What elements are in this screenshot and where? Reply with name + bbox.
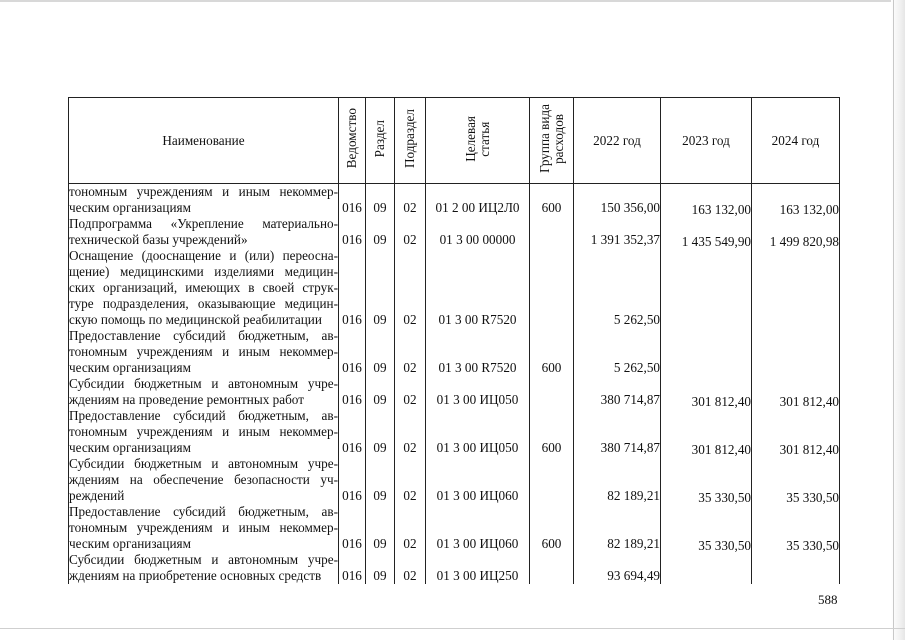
row-name-line: Оснащение (дооснащение и (или) переосна- — [69, 248, 338, 263]
row-value-2024: 35 330,50 — [752, 504, 840, 552]
row-name-line: тономным учреждениям и иным некоммер- — [69, 344, 338, 359]
row-name-line: ждениям на обеспечение безопасности уч- — [69, 472, 338, 487]
row-target-item: 01 3 00 ИЦ060 — [426, 456, 530, 504]
row-ministry: 016 — [339, 552, 366, 584]
row-value-2024 — [752, 552, 840, 584]
row-expense-group — [530, 456, 574, 504]
header-2022: 2022 год — [574, 98, 661, 184]
header-2023: 2023 год — [661, 98, 752, 184]
row-value-2022: 150 356,00 — [574, 184, 661, 217]
table-row — [69, 376, 840, 408]
row-section: 09 — [366, 376, 395, 408]
row-name-line: Субсидии бюджетным и автономным учре- — [69, 376, 338, 391]
row-subsection: 02 — [395, 376, 426, 408]
row-ministry: 016 — [339, 504, 366, 552]
row-value-2023 — [661, 248, 752, 328]
row-target-item: 01 2 00 ИЦ2Л0 — [426, 184, 530, 217]
row-subsection: 02 — [395, 184, 426, 217]
header-subsection: Подраздел — [395, 98, 426, 184]
row-value-2024: 301 812,40 — [752, 408, 840, 456]
row-value-2023 — [661, 552, 752, 584]
row-value-2024: 163 132,00 — [752, 184, 840, 217]
row-section: 09 — [366, 504, 395, 552]
row-section: 09 — [366, 408, 395, 456]
row-name-line: щение) медицинскими изделиями медицин- — [69, 264, 338, 279]
row-target-item: 01 3 00 ИЦ250 — [426, 552, 530, 584]
row-subsection: 02 — [395, 552, 426, 584]
row-section: 09 — [366, 184, 395, 217]
table-row — [69, 328, 840, 376]
row-section: 09 — [366, 552, 395, 584]
row-value-2023: 163 132,00 — [661, 184, 752, 217]
row-name-line: тономным учреждениям и иным некоммер- — [69, 520, 338, 535]
row-expense-group — [530, 552, 574, 584]
row-name-line: ских организаций, имеющих в своей струк- — [69, 280, 338, 295]
row-name-line: ческим организациям — [69, 360, 191, 375]
row-section: 09 — [366, 248, 395, 328]
row-ministry: 016 — [339, 408, 366, 456]
row-name-line: технической базы учреждений» — [69, 232, 248, 247]
row-value-2022: 380 714,87 — [574, 408, 661, 456]
row-name — [69, 328, 339, 376]
budget-table — [68, 97, 840, 584]
table-row — [69, 504, 840, 552]
header-section: Раздел — [366, 98, 395, 184]
row-subsection: 02 — [395, 328, 426, 376]
row-value-2022: 1 391 352,37 — [574, 216, 661, 248]
row-name — [69, 408, 339, 456]
row-name-line: тономным учреждениям и иным некоммер- — [69, 424, 338, 439]
table-row — [69, 248, 840, 328]
row-expense-group — [530, 376, 574, 408]
row-name-line: Субсидии бюджетным и автономным учре- — [69, 552, 338, 567]
row-name-line: Предоставление субсидий бюджетным, ав- — [69, 504, 338, 519]
row-name-line: ческим организациям — [69, 440, 191, 455]
row-target-item: 01 3 00 ИЦ050 — [426, 408, 530, 456]
page-edge-line — [893, 0, 894, 640]
row-ministry: 016 — [339, 328, 366, 376]
row-target-item: 01 3 00 ИЦ060 — [426, 504, 530, 552]
table-row — [69, 184, 840, 217]
row-name-line: ческим организациям — [69, 200, 191, 215]
row-value-2023: 301 812,40 — [661, 376, 752, 408]
table-header — [69, 98, 840, 184]
header-target-item: Целевая статья — [426, 98, 530, 184]
row-subsection: 02 — [395, 456, 426, 504]
row-name — [69, 376, 339, 408]
row-expense-group: 600 — [530, 328, 574, 376]
row-section: 09 — [366, 216, 395, 248]
table-row — [69, 552, 840, 584]
row-name — [69, 456, 339, 504]
row-name-line: ждениям на проведение ремонтных работ — [69, 392, 304, 407]
row-name-line: туре подразделения, оказывающие медицин- — [69, 296, 338, 311]
row-ministry: 016 — [339, 216, 366, 248]
row-name — [69, 504, 339, 552]
row-target-item: 01 3 00 ИЦ050 — [426, 376, 530, 408]
header-2024: 2024 год — [752, 98, 840, 184]
row-value-2023: 35 330,50 — [661, 456, 752, 504]
row-target-item: 01 3 00 R7520 — [426, 328, 530, 376]
page-bottom-line — [0, 628, 905, 629]
table-row — [69, 408, 840, 456]
row-value-2022: 93 694,49 — [574, 552, 661, 584]
row-name-line: Предоставление субсидий бюджетным, ав- — [69, 408, 338, 423]
row-expense-group: 600 — [530, 504, 574, 552]
row-name-line: Субсидии бюджетным и автономным учре- — [69, 456, 338, 471]
row-value-2022: 380 714,87 — [574, 376, 661, 408]
row-value-2024 — [752, 328, 840, 376]
row-value-2024: 301 812,40 — [752, 376, 840, 408]
row-ministry: 016 — [339, 184, 366, 217]
row-value-2023: 301 812,40 — [661, 408, 752, 456]
row-section: 09 — [366, 456, 395, 504]
row-expense-group: 600 — [530, 408, 574, 456]
header-ministry: Ведомство — [339, 98, 366, 184]
row-ministry: 016 — [339, 376, 366, 408]
row-expense-group — [530, 248, 574, 328]
page-number: 588 — [818, 592, 838, 607]
table-body — [69, 184, 840, 585]
row-value-2024: 35 330,50 — [752, 456, 840, 504]
row-name-line: тономным учреждениям и иным некоммер- — [69, 184, 338, 199]
row-expense-group — [530, 216, 574, 248]
row-name-line: реждений — [69, 488, 125, 503]
row-target-item: 01 3 00 00000 — [426, 216, 530, 248]
row-ministry: 016 — [339, 456, 366, 504]
row-section: 09 — [366, 328, 395, 376]
row-value-2022: 5 262,50 — [574, 328, 661, 376]
row-value-2023 — [661, 328, 752, 376]
row-name — [69, 552, 339, 584]
row-subsection: 02 — [395, 216, 426, 248]
row-target-item: 01 3 00 R7520 — [426, 248, 530, 328]
row-name — [69, 216, 339, 248]
page-edge-top — [0, 0, 905, 2]
table-row — [69, 216, 840, 248]
row-subsection: 02 — [395, 408, 426, 456]
row-value-2024: 1 499 820,98 — [752, 216, 840, 248]
row-value-2024 — [752, 248, 840, 328]
row-name — [69, 184, 339, 217]
row-name-line: Предоставление субсидий бюджетным, ав- — [69, 328, 338, 343]
row-expense-group: 600 — [530, 184, 574, 217]
row-value-2022: 82 189,21 — [574, 504, 661, 552]
row-value-2022: 82 189,21 — [574, 456, 661, 504]
table-row — [69, 456, 840, 504]
row-value-2023: 35 330,50 — [661, 504, 752, 552]
row-name-line: скую помощь по медицинской реабилитации — [69, 312, 322, 327]
header-expense-group: Группа вида расходов — [530, 98, 574, 184]
row-ministry: 016 — [339, 248, 366, 328]
header-name: Наименование — [69, 98, 339, 184]
row-name — [69, 248, 339, 328]
row-subsection: 02 — [395, 248, 426, 328]
row-subsection: 02 — [395, 504, 426, 552]
row-name-line: ческим организациям — [69, 536, 191, 551]
row-name-line: Подпрограмма «Укрепление материально- — [69, 216, 338, 231]
row-name-line: ждениям на приобретение основных средств — [69, 568, 322, 583]
row-value-2023: 1 435 549,90 — [661, 216, 752, 248]
row-value-2022: 5 262,50 — [574, 248, 661, 328]
